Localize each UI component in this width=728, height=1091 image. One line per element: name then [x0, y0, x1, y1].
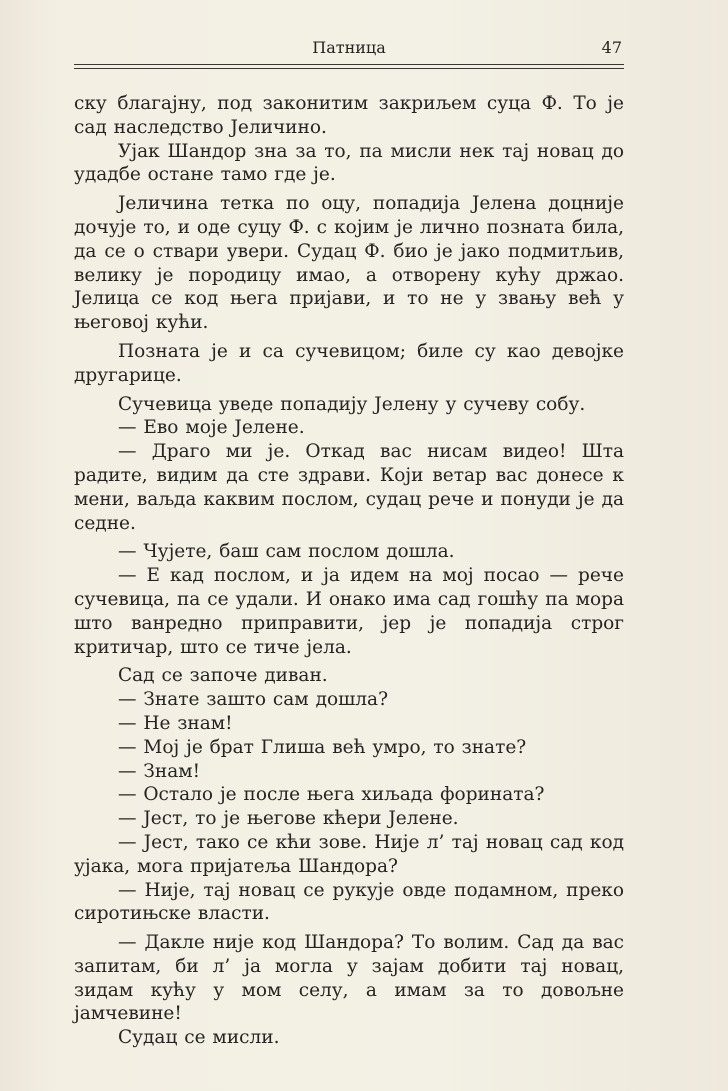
dialogue-line: — Чујете, баш сам послом дошла.	[118, 541, 455, 563]
dialogue-line: — Знам!	[118, 760, 201, 782]
dialogue-line: — Мој је брат Глиша већ умро, то знате?	[118, 736, 527, 758]
paragraph: Позната је и са сучевицом; биле су као девојке другарице.	[74, 340, 624, 386]
paragraph: Јеличина тетка по оцу, попадија Јелена доцније дочује то, и оде суцу Ф. с којим је лично позната била, да се о ствари увери. Судац Ф. био је јако подмитљив, велику је породицу имао, а отворену кућу држао. Јелица се код њега пријави, и то не у звању већ у његовој кући.	[74, 193, 624, 334]
dialogue-line: — Драго ми је. Откад вас нисам видео! Шта радите, видим да сте здрави. Који ветар вас донесе к мени, ваљда каквим послом, судац рече и понуди је да седне.	[74, 441, 624, 534]
dialogue-line: — Јест, то је његове кћери Јелене.	[118, 808, 459, 830]
header-rule-top	[74, 64, 624, 65]
running-header	[74, 38, 624, 62]
dialogue-line: — Знате зашто сам дошла?	[118, 689, 388, 711]
dialogue-line: — Е кад послом, и ја идем на мој посао — рече сучевица, па се удали. И онако има сад гошћу па мора што ванредно приправити, јер је попадија строг критичар, што се тиче јела.	[74, 565, 624, 658]
body-text	[74, 92, 624, 1050]
paragraph: Сад се започе диван.	[118, 665, 328, 687]
dialogue-line: — Не знам!	[118, 712, 233, 734]
dialogue-line: — Јест, тако се кћи зове. Није л’ тај новац сад код ујака, мога пријатеља Шандора?	[74, 831, 624, 877]
running-title: Патница	[312, 38, 386, 57]
dialogue-line: — Ево моје Јелене.	[118, 417, 305, 439]
page-number: 47	[601, 38, 622, 57]
paragraph: Судац се мисли.	[118, 1027, 280, 1049]
dialogue-line: — Дакле није код Шандора? То волим. Сад да вас запитам, би л’ ја могла у зајам добити тај новац, зидам кућу у мом селу, а имам за то довољне јамчевине!	[74, 932, 624, 1025]
paragraph: Сучевица уведе попадију Јелену у сучеву собу.	[118, 393, 586, 415]
header-rule-bottom	[74, 68, 624, 69]
dialogue-line: — Остало је после њега хиљада форината?	[118, 784, 545, 806]
paragraph: Ујак Шандор зна за то, па мисли нек тај новац до удадбе остане тамо где је.	[74, 140, 624, 186]
dialogue-line: — Није, тај новац се рукује овде подамном, преко сиротињске власти.	[74, 879, 624, 925]
paragraph: ску благајну, под законитим закриљем суца Ф. То је сад наследство Јеличино.	[74, 93, 624, 138]
